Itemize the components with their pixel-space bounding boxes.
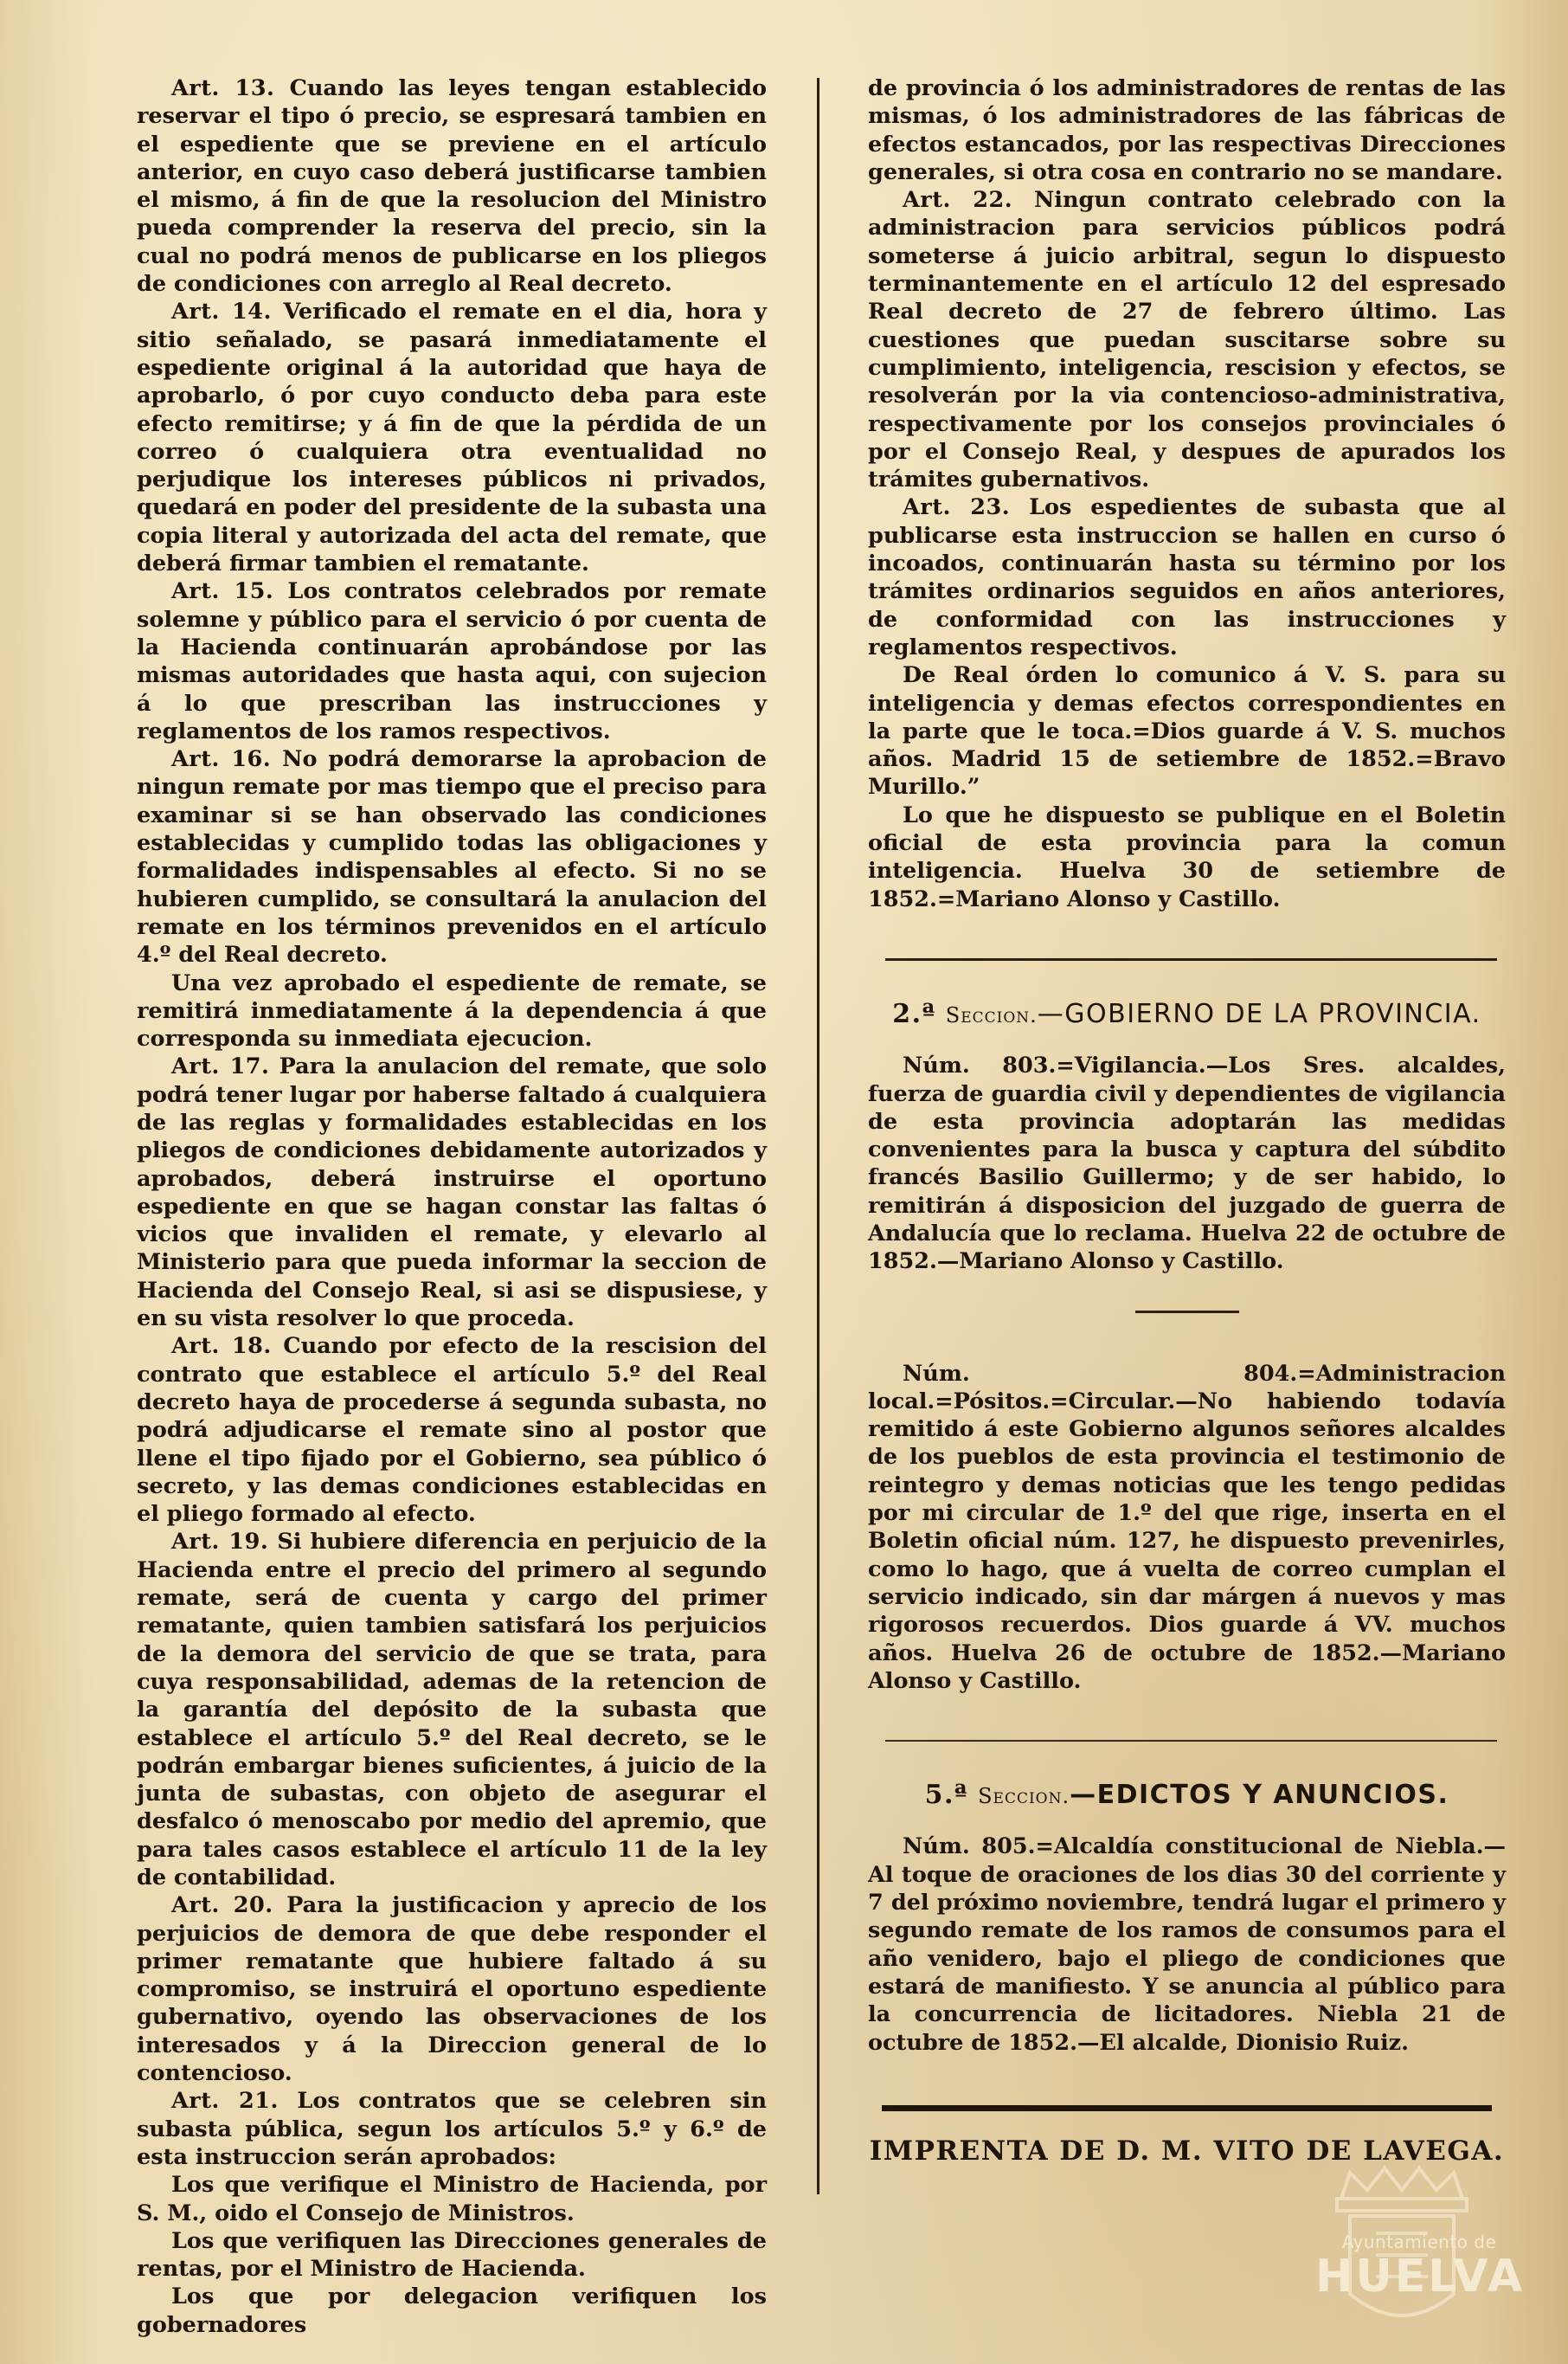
imprint-rule (882, 2105, 1492, 2111)
section-2-heading: 2.ª Seccion.—GOBIERNO DE LA PROVINCIA. (892, 998, 1481, 1029)
right-column (868, 74, 1506, 2364)
notice-803: Núm. 803.=Vigilancia.—Los Sres. alcaldes, fuerza de guardia civil y dependientes de vigilancia de esta provincia adoptarán las medidas convenientes para la busca y captura del súbdito francés Basilio Guillermo; y de ser habido, lo remitirán á disposicion del juzgado de guerra de Andalucía que lo reclama. Huelva 22 de octubre de 1852.—Mariano Alonso y Castillo. (868, 1053, 1506, 1275)
article-21-item-2: Los que verifiquen las Direcciones generales de rentas, por el Ministro de Hacienda. (137, 2227, 767, 2283)
article-13: Art. 13. Cuando las leyes tengan establecido reservar el tipo ó precio, se espresará tambien en el espediente que se previene en el artículo anterior, en cuyo caso deberá justificarse tambien el mismo, á fin de que la resolucion del Ministro pueda comprender la reserva del precio, sin la cual no podrá menos de publicarse en los pliegos de condiciones con arreglo al Real decreto. (137, 75, 767, 298)
royal-order-closing: De Real órden lo comunico á V. S. para su inteligencia y demas efectos correspondientes en la parte que le toca.=Dios guarde á V. S. muchos años. Madrid 15 de setiembre de 1852.=Bravo Murillo.” (868, 662, 1506, 801)
printer-imprint: IMPRENTA DE D. M. VITO DE LAVEGA. (869, 2135, 1505, 2167)
article-19: Art. 19. Si hubiere diferencia en perjuicio de la Hacienda entre el precio del primero al segundo remate, será de cuenta y cargo del primer rematante, quien tambien satisfará los perjuicios de la demora del servicio de que se trata, para cuya responsabilidad, ademas de la retencion de la garantía del depósito de la subasta que establece el artículo 5.º del Real decreto, se le podrán embargar bienes suficientes, á juicio de la junta de subastas, con objeto de asegurar el desfalco ó menoscabo por medio del apremio, que para tales casos establece el artículo 11 de la ley de contabilidad. (137, 1529, 767, 1891)
article-21: Art. 21. Los contratos que se celebren sin subasta pública, segun los artículos 5.º y 6.º de esta instruccion serán aprobados: (137, 2088, 767, 2170)
article-22: Art. 22. Ningun contrato celebrado con la administracion para servicios públicos podrá someterse á juicio arbitral, segun lo dispuesto terminantemente en el artículo 12 del espresado Real decreto de 27 de febrero último. Las cuestiones que puedan suscitarse sobre su cumplimiento, inteligencia, rescision y efectos, se resolverán por la via contencioso-administrativa, respectivamente por los consejos provinciales ó por el Consejo Real, y despues de apurados los trámites gubernativos. (868, 187, 1506, 493)
article-15: Art. 15. Los contratos celebrados por remate solemne y público para el servicio ó por cuenta de la Hacienda continuarán aprobándose por las mismas autoridades que hasta aqui, con sujecion á lo que prescriban las instrucciones y reglamentos de los ramos respectivos. (137, 578, 767, 744)
article-23: Art. 23. Los espedientes de subasta que al publicarse esta instruccion se hallen en curso ó incoados, continuarán hasta su término por los trámites ordinarios seguidos en años anteriores, de conformidad con las instrucciones y reglamentos respectivos. (868, 494, 1506, 660)
notice-804: Núm. 804.=Administracion local.=Pósitos.=Circular.—No habiendo todavía remitido á este Gobierno algunos señores alcaldes de los pueblos de esta provincia el testimonio de reintegro y demas noticias que les tengo pedidas por mi circular de 1.º del que rige, inserta en el Boletin oficial núm. 127, he dispuesto prevenirles, como lo hago, que á vuelta de correo cumplan el servicio indicado, sin dar márgen á nuevos y mas rigorosos recuerdos. Dios guarde á VV. muchos años. Huelva 26 de octubre de 1852.—Mariano Alonso y Castillo. (868, 1360, 1506, 1694)
article-14: Art. 14. Verificado el remate en el dia, hora y sitio señalado, se pasará inmediatamente el espediente original á la autoridad que haya de aprobarlo, ó por cuyo conducto deba para este efecto remitirse; y á fin de que la pérdida de un correo ó cualquiera otra eventualidad no perjudique los intereses públicos ni privados, quedará en poder del presidente de la subasta una copia literal y autorizada del acta del remate, que deberá firmar tambien el rematante. (137, 299, 767, 577)
left-column (137, 74, 767, 2364)
article-20: Art. 20. Para la justificacion y aprecio de los perjuicios de demora de que debe responder el primer rematante que hubiere faltado á su compromiso, se instruirá el oportuno espediente gubernativo, oyendo las observaciones de los interesados y á la Direccion general de lo contencioso. (137, 1892, 767, 2087)
article-21-item-3: Los que por delegacion verifiquen los gobernadores (137, 2283, 767, 2338)
watermark-text: Ayuntamiento de HUELVA (1315, 2232, 1526, 2303)
section-rule (885, 958, 1497, 961)
section-rule-2 (885, 1740, 1497, 1742)
article-21-item-1: Los que verifique el Ministro de Hacienda, por S. M., oido el Consejo de Ministros. (137, 2172, 767, 2226)
notice-separator (1135, 1311, 1239, 1313)
article-16: Art. 16. No podrá demorarse la aprobacion de ningun remate por mas tiempo que el preciso para examinar si se han observado las condiciones establecidas y cumplido todas las obligaciones y formalidades indispensables al efecto. Si no se hubieren cumplido, se consultará la anulacion del remate en los términos prevenidos en el artículo 4.º del Real decreto. (137, 746, 767, 969)
article-16-remission: Una vez aprobado el espediente de remate, se remitirá inmediatamente á la dependencia á que corresponda su inmediata ejecucion. (137, 969, 767, 1053)
section-5-heading: 5.ª Seccion.—EDICTOS Y ANUNCIOS. (924, 1780, 1449, 1811)
article-21-continuation: de provincia ó los administradores de rentas de las mismas, ó los administradores de las fábricas de efectos estancados, por las respectivas Direcciones generales, si otra cosa en contrario no se mandare. (868, 75, 1506, 185)
article-17: Art. 17. Para la anulacion del remate, que solo podrá tener lugar por haberse faltado á cualquiera de las reglas y formalidades establecidas en los pliegos de condiciones debidamente autorizados y aprobados, deberá instruirse el oportuno espediente en que se hagan constar las faltas ó vicios que invaliden el remate, y elevarlo al Ministerio para que pueda informar la seccion de Hacienda del Consejo Real, si asi se dispusiese, y en su vista resolver lo que proceda. (137, 1053, 767, 1332)
article-18: Art. 18. Cuando por efecto de la rescision del contrato que establece el artículo 5.º del Real decreto haya de procederse á segunda subasta, no podrá adjudicarse el remate sino al postor que llene el tipo fijado por el Gobierno, sea público ó secreto, y las demas condiciones establecidas en el pliego formado al efecto. (137, 1333, 767, 1528)
notice-805: Núm. 805.=Alcaldía constitucional de Niebla.—Al toque de oraciones de los dias 30 del corriente y 7 del próximo noviembre, tendrá lugar el primero y segundo remate de los ramos de consumos para el año venidero, bajo el pliego de condiciones que estará de manifiesto. Y se anuncia al público para la concurrencia de licitadores. Niebla 21 de octubre de 1852.—El alcalde, Dionisio Ruiz. (868, 1833, 1506, 2056)
column-divider (817, 78, 819, 2194)
publication-order: Lo que he dispuesto se publique en el Boletin oficial de esta provincia para la comun inteligencia. Huelva 30 de setiembre de 1852.=Mariano Alonso y Castillo. (868, 802, 1506, 912)
